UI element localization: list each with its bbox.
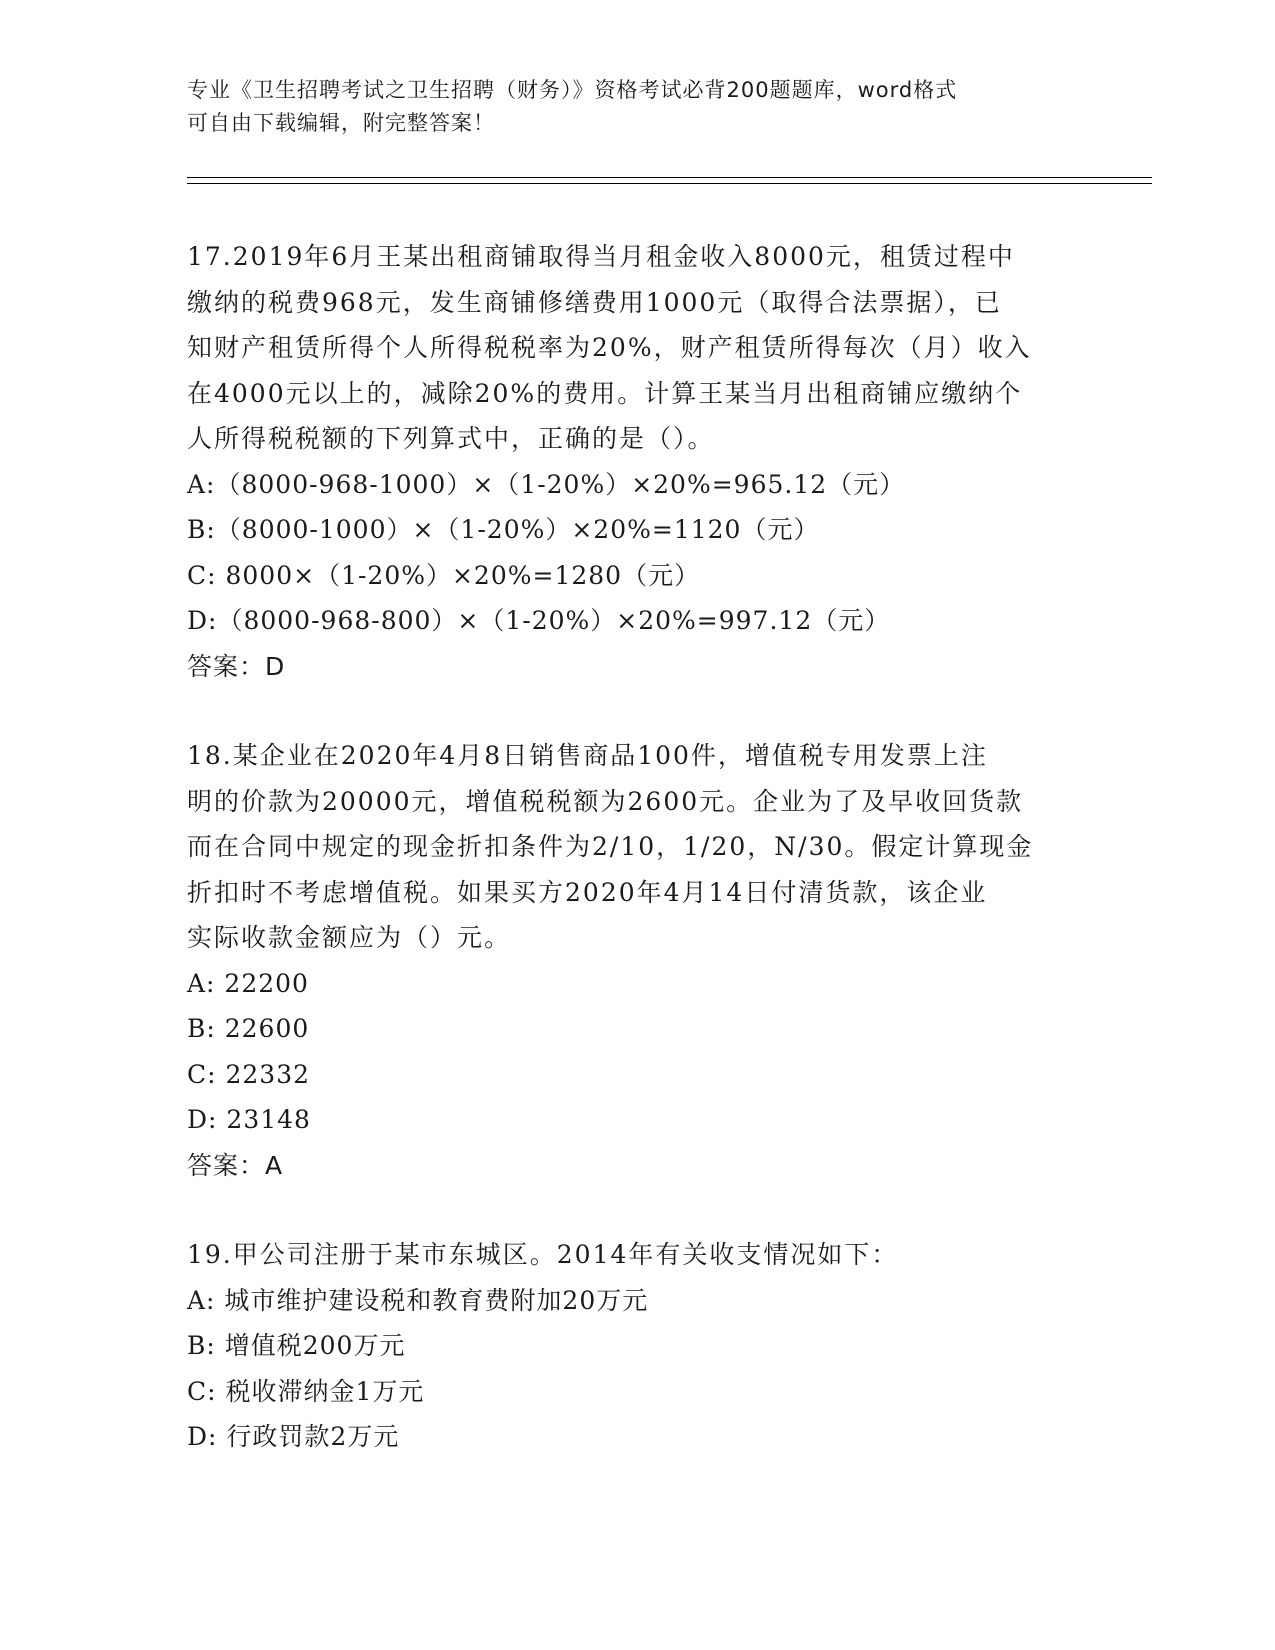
header-line-2: 可自由下载编辑，附完整答案！ — [187, 111, 495, 135]
answer: 答案：A — [187, 1150, 284, 1180]
option-a: A: 22200 — [187, 968, 309, 998]
stem-line: 缴纳的税费968元，发生商铺修缮费用1000元（取得合法票据），已 — [187, 287, 1002, 317]
option-d: D: 行政罚款2万元 — [187, 1422, 400, 1451]
stem-line: 17.2019年6月王某出租商铺取得当月租金收入8000元，租赁过程中 — [187, 242, 1015, 271]
stem-line: 在4000元以上的，减除20%的费用。计算王某当月出租商铺应缴纳个 — [187, 378, 1023, 408]
question-17 — [187, 234, 1087, 689]
question-stem — [187, 1232, 1087, 1278]
stem-line: 人所得税税额的下列算式中，正确的是（）。 — [187, 424, 715, 453]
question-18 — [187, 733, 1087, 1188]
stem-line: 实际收款金额应为（）元。 — [187, 923, 512, 952]
stem-line: 19.甲公司注册于某市东城区。2014年有关收支情况如下： — [187, 1240, 899, 1269]
option-b: B: 增值税200万元 — [187, 1331, 406, 1360]
stem-line: 折扣时不考虑增值税。如果买方2020年4月14日付清货款，该企业 — [187, 877, 988, 907]
document-header — [187, 74, 1067, 140]
option-d: D:（8000-968-800）×（1-20%）×20%=997.12（元） — [187, 606, 891, 635]
stem-line: 而在合同中规定的现金折扣条件为2/10，1/20，N/30。假定计算现金 — [187, 832, 1034, 861]
option-b: B: 22600 — [187, 1014, 310, 1043]
option-d: D: 23148 — [187, 1105, 311, 1134]
option-b: B:（8000-1000）×（1-20%）×20%=1120（元） — [187, 515, 820, 544]
stem-line: 知财产租赁所得个人所得税税率为20%，财产租赁所得每次（月）收入 — [187, 333, 1032, 362]
header-line-1: 专业《卫生招聘考试之卫生招聘（财务）》资格考试必背200题题库，word格式 — [187, 78, 958, 102]
option-a: A:（8000-968-1000）×（1-20%）×20%=965.12（元） — [187, 469, 906, 499]
option-c: C: 税收滞纳金1万元 — [187, 1376, 425, 1406]
header-divider-bottom — [187, 183, 1152, 184]
header-divider-top — [187, 177, 1152, 178]
question-19 — [187, 1232, 1087, 1460]
option-a: A: 城市维护建设税和教育费附加20万元 — [187, 1285, 649, 1315]
option-c: C: 8000×（1-20%）×20%=1280（元） — [187, 560, 701, 590]
stem-line: 18.某企业在2020年4月8日销售商品100件，增值税专用发票上注 — [187, 741, 988, 770]
option-c: C: 22332 — [187, 1059, 311, 1089]
question-stem — [187, 733, 1087, 961]
answer: 答案：D — [187, 651, 286, 681]
question-stem — [187, 234, 1087, 462]
stem-line: 明的价款为20000元，增值税税额为2600元。企业为了及早收回货款 — [187, 786, 1024, 816]
